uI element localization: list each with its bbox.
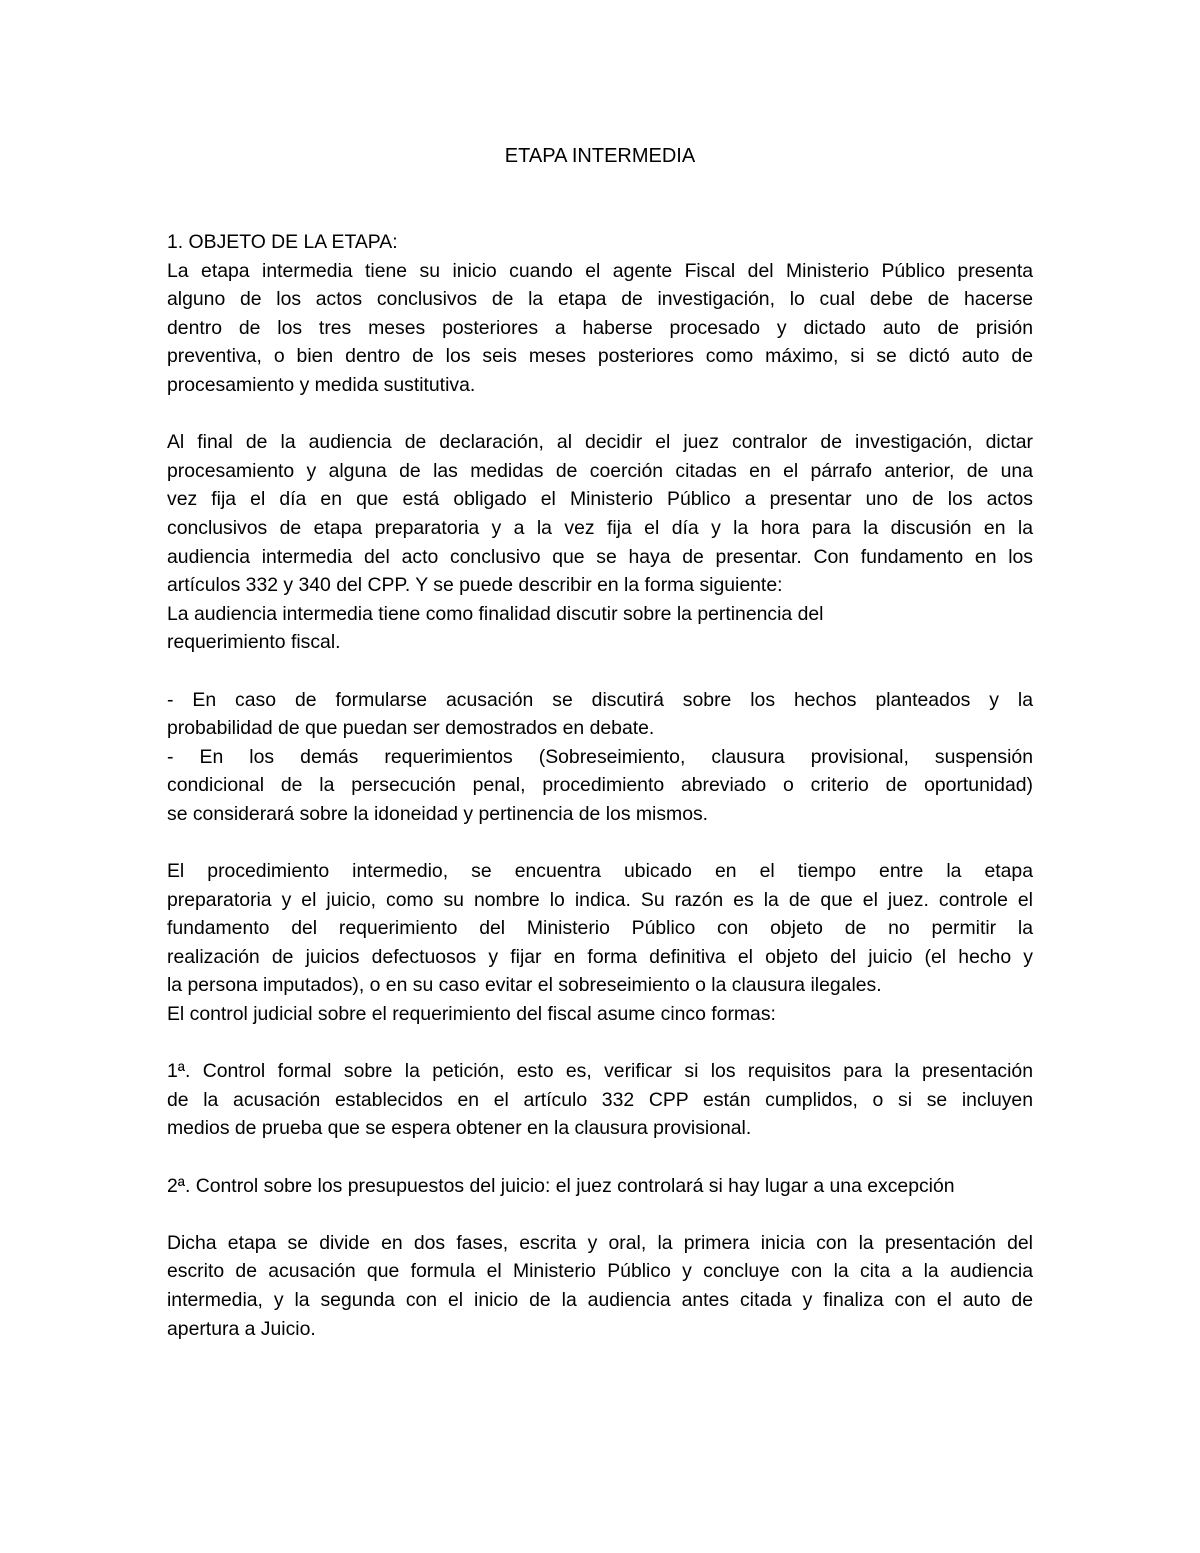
blank-line	[167, 400, 1033, 429]
text-line: intermedia, y la segunda con el inicio de la audiencia antes citada y finaliza con el auto de	[167, 1288, 1033, 1311]
text-line: 1. OBJETO DE LA ETAPA:	[167, 231, 398, 253]
text-line: artículos 332 y 340 del CPP. Y se puede describir en la forma siguiente:	[167, 574, 783, 597]
blank-line	[167, 1029, 1033, 1058]
text-line: fundamento del requerimiento del Ministerio Público con objeto de no permitir la	[167, 917, 1033, 940]
text-line: 2ª. Control sobre los presupuestos del juicio: el juez controlará si hay lugar a una excepción	[167, 1174, 955, 1197]
text-line: El control judicial sobre el requerimiento del fiscal asume cinco formas:	[167, 1003, 776, 1026]
text-line: medios de prueba que se espera obtener en la clausura provisional.	[167, 1117, 752, 1140]
document-body	[167, 228, 1033, 1343]
text-line: se considerará sobre la idoneidad y pertinencia de los mismos.	[167, 802, 709, 825]
text-line: vez fija el día en que está obligado el Ministerio Público a presentar uno de los actos	[167, 488, 1033, 511]
text-line: alguno de los actos conclusivos de la etapa de investigación, lo cual debe de hacerse	[167, 288, 1033, 311]
text-line: - En caso de formularse acusación se discutirá sobre los hechos planteados y la	[167, 688, 1033, 711]
text-line: apertura a Juicio.	[167, 1317, 316, 1340]
text-line: - En los demás requerimientos (Sobreseimiento, clausura provisional, suspensión	[167, 745, 1033, 768]
text-line: preventiva, o bien dentro de los seis meses posteriores como máximo, si se dictó auto de	[167, 345, 1033, 368]
blank-line	[167, 657, 1033, 686]
blank-line	[167, 828, 1033, 857]
text-line: Dicha etapa se divide en dos fases, escrita y oral, la primera inicia con la presentación del	[167, 1231, 1033, 1254]
text-line: condicional de la persecución penal, procedimiento abreviado o criterio de oportunidad)	[167, 774, 1033, 797]
text-line: procesamiento y alguna de las medidas de coerción citadas en el párrafo anterior, de una	[167, 459, 1033, 482]
text-line: de la acusación establecidos en el artículo 332 CPP están cumplidos, o si se incluyen	[167, 1088, 1033, 1111]
text-line: 1ª. Control formal sobre la petición, esto es, verificar si los requisitos para la presentación	[167, 1060, 1033, 1083]
document-title: ETAPA INTERMEDIA	[504, 145, 696, 167]
text-line: audiencia intermedia del acto conclusivo que se haya de presentar. Con fundamento en los	[167, 545, 1033, 568]
text-line: preparatoria y el juicio, como su nombre lo indica. Su razón es la de que el juez. controle el	[167, 888, 1033, 911]
text-line: dentro de los tres meses posteriores a haberse procesado y dictado auto de prisión	[167, 316, 1033, 339]
text-line: La audiencia intermedia tiene como finalidad discutir sobre la pertinencia del	[167, 602, 824, 625]
text-line: escrito de acusación que formula el Ministerio Público y concluye con la cita a la audiencia	[167, 1260, 1033, 1283]
text-line: requerimiento fiscal.	[167, 631, 341, 654]
text-line: probabilidad de que puedan ser demostrados en debate.	[167, 717, 655, 740]
blank-line	[167, 1200, 1033, 1229]
text-line: Al final de la audiencia de declaración, al decidir el juez contralor de investigación, dictar	[167, 431, 1033, 454]
text-line: procesamiento y medida sustitutiva.	[167, 373, 476, 396]
text-line: La etapa intermedia tiene su inicio cuando el agente Fiscal del Ministerio Público presenta	[167, 259, 1033, 282]
text-line: realización de juicios defectuosos y fijar en forma definitiva el objeto del juicio (el hecho y	[167, 945, 1033, 968]
text-line: El procedimiento intermedio, se encuentra ubicado en el tiempo entre la etapa	[167, 860, 1033, 883]
blank-line	[167, 1143, 1033, 1172]
text-line: conclusivos de etapa preparatoria y a la vez fija el día y la hora para la discusión en la	[167, 516, 1033, 539]
text-line: la persona imputados), o en su caso evitar el sobreseimiento o la clausura ilegales.	[167, 974, 882, 997]
